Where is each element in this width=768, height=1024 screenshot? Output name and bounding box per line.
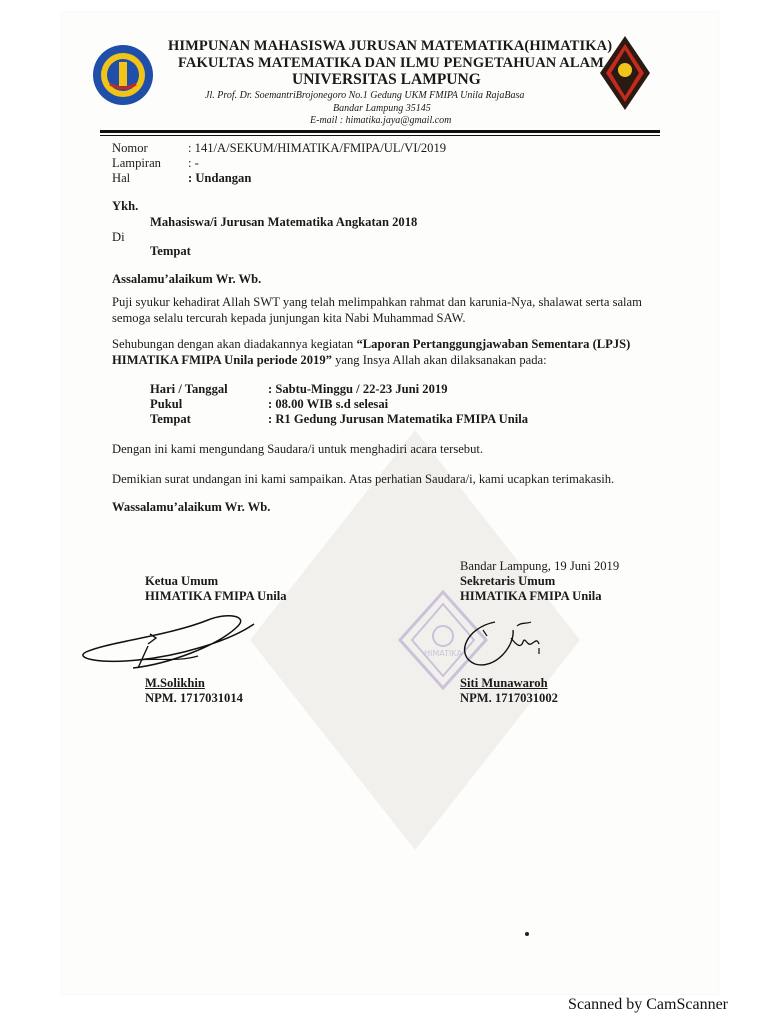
closing-salam: Wassalamu’alaikum Wr. Wb. <box>112 500 271 514</box>
event-place-label: Tempat <box>150 412 191 426</box>
paragraph-closing: Demikian surat undangan ini kami sampaikan. Atas perhatian Saudara/i, kami ucapkan terimakasih. <box>112 472 615 486</box>
right-signature <box>455 616 565 676</box>
university-name: UNIVERSITAS LAMPUNG <box>292 71 481 88</box>
recipient-place: Tempat <box>150 244 191 258</box>
org-name: HIMPUNAN MAHASISWA JURUSAN MATEMATIKA(HIMATIKA) <box>168 38 613 54</box>
address-line-2: Bandar Lampung 35145 <box>333 103 431 114</box>
header-divider-thin <box>100 135 660 136</box>
stamp-text: HIMATIKA <box>424 649 462 658</box>
di-label: Di <box>112 230 125 244</box>
right-signer-role: Sekretaris Umum <box>460 574 556 588</box>
event-intro-pre: Sehubungan dengan akan diadakannya kegiatan <box>112 337 357 351</box>
paragraph-event-intro <box>112 336 672 368</box>
recipient-name: Mahasiswa/i Jurusan Matematika Angkatan 2018 <box>150 215 418 229</box>
left-signer-npm: NPM. 1717031014 <box>145 691 243 705</box>
university-logo-icon <box>92 44 154 106</box>
left-signer-name: M.Solikhin <box>145 676 205 690</box>
faculty-name: FAKULTAS MATEMATIKA DAN ILMU PENGETAHUAN ALAM <box>178 55 604 71</box>
hal-value: : Undangan <box>188 171 252 185</box>
lampiran-value: : - <box>188 156 199 170</box>
nomor-label: Nomor <box>112 141 148 155</box>
left-signature <box>78 606 268 678</box>
right-signer-org: HIMATIKA FMIPA Unila <box>460 589 602 603</box>
scanner-watermark: Scanned by CamScanner <box>568 996 728 1013</box>
right-signer-npm: NPM. 1717031002 <box>460 691 558 705</box>
address-line-1: Jl. Prof. Dr. SoemantriBrojonegoro No.1 Gedung UKM FMIPA Unila RajaBasa <box>205 90 525 101</box>
place-date: Bandar Lampung, 19 Juni 2019 <box>460 559 620 573</box>
paragraph-invitation: Dengan ini kami mengundang Saudara/i untuk menghadiri acara tersebut. <box>112 442 484 456</box>
event-time-label: Pukul <box>150 397 183 411</box>
hal-label: Hal <box>112 171 131 185</box>
event-time-value: : 08.00 WIB s.d selesai <box>268 397 389 411</box>
event-place-value: : R1 Gedung Jurusan Matematika FMIPA Unila <box>268 412 529 426</box>
email-line: E-mail : himatika.jaya@gmail.com <box>310 115 452 126</box>
left-signer-org: HIMATIKA FMIPA Unila <box>145 589 287 603</box>
greeting: Assalamu’alaikum Wr. Wb. <box>112 272 262 286</box>
left-signer-role: Ketua Umum <box>145 574 219 588</box>
right-signer-name: Siti Munawaroh <box>460 676 548 690</box>
lampiran-label: Lampiran <box>112 156 161 170</box>
ykh-label: Ykh. <box>112 199 139 213</box>
nomor-value: : 141/A/SEKUM/HIMATIKA/FMIPA/UL/VI/2019 <box>188 141 447 155</box>
header-divider-thick <box>100 130 660 133</box>
event-day-value: : Sabtu-Minggu / 22-23 Juni 2019 <box>268 382 448 396</box>
event-day-label: Hari / Tanggal <box>150 382 228 396</box>
ink-dot <box>525 932 529 936</box>
event-title: “Laporan Pertanggungjawaban Sementara (LPJS) HIMATIKA FMIPA Unila periode 2019” <box>112 337 631 367</box>
paragraph-opening: Puji syukur kehadirat Allah SWT yang telah melimpahkan rahmat dan karunia-Nya, shalawat serta salam semoga selalu tercurah kepada junjungan kita Nabi Muhammad SAW. <box>112 295 642 325</box>
event-intro-post: yang Insya Allah akan dilaksanakan pada: <box>331 353 547 367</box>
